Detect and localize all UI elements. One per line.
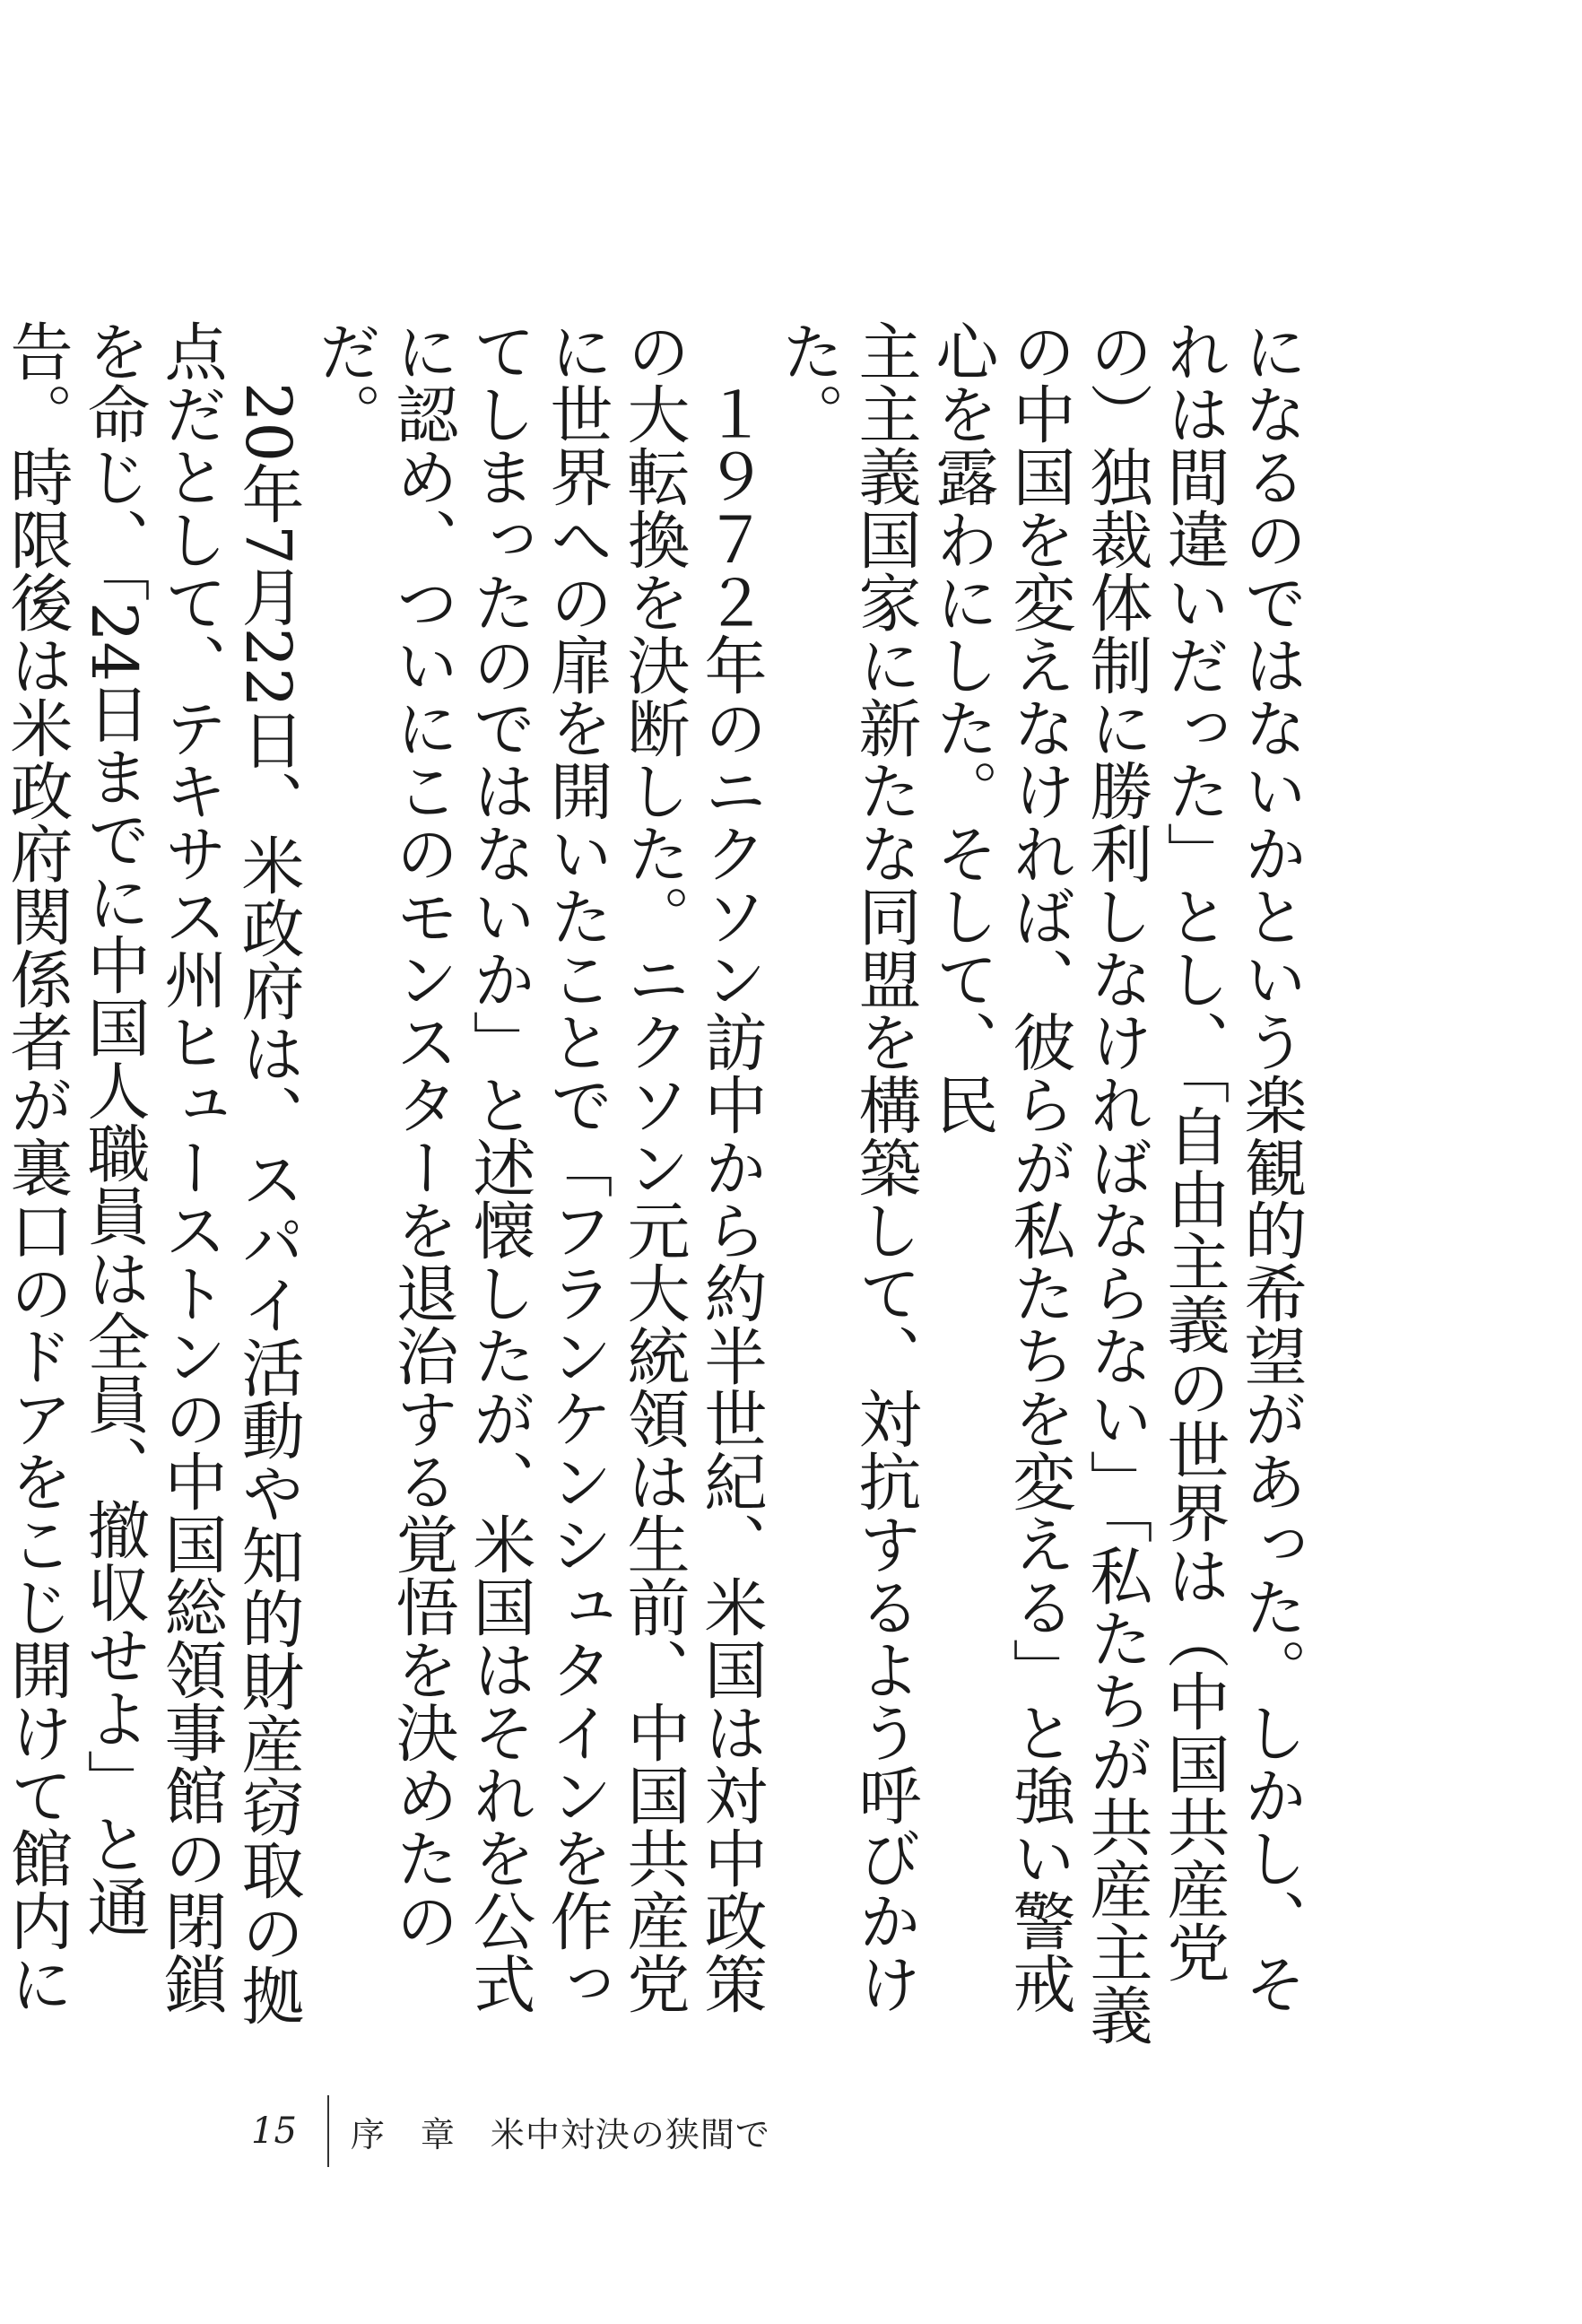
paragraph-2: １９７２年のニクソン訪中から約半世紀、米国は対中政策の大転換を決断した。ニクソン元大統領は生前、中国共産党に世界への扉を開いたことで「フランケンシュタインを作ってしまったのではないか」と述懐したが、米国はそれを公式に認め、ついにこのモンスターを退治する覚悟を決めたのだ。 bbox=[309, 319, 768, 2015]
paragraph-continuation: になるのではないかという楽観的希望があった。しかし、それは間違いだった」とし、「自由主義の世界は（中国共産党の）独裁体制に勝利しなければならない」「私たちが共産主義の中国を変えなければ、彼らが私たちを変える」と強い警戒心を露わにした。そして、民 bbox=[926, 319, 1308, 2046]
paragraph-1: 主主義国家に新たな同盟を構築して、対抗するよう呼びかけた。 bbox=[771, 319, 922, 2015]
footer-divider bbox=[327, 2095, 329, 2167]
paragraph-3: 20年7月22日、米政府は、スパイ活動や知的財産窃取の拠点だとして、テキサス州ヒューストンの中国総領事館の閉鎖を命じ、「24日までに中国人職員は全員、撤収せよ」と通告。時限後は米政府関係者が裏口のドアをこじ開けて館内に bbox=[0, 319, 305, 2026]
vertical-body-text bbox=[0, 319, 1309, 2059]
running-head: 序 章 米中対決の狭間で bbox=[350, 2114, 770, 2154]
page-number: 15 bbox=[251, 2111, 297, 2152]
page-footer bbox=[251, 2095, 770, 2167]
